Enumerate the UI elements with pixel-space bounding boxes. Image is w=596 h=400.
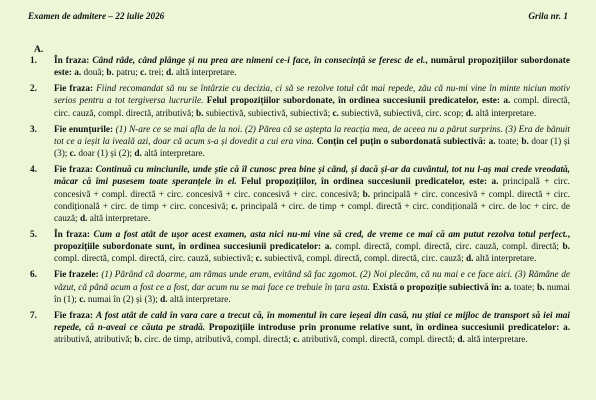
question-text-segment: compl. directă, compl. directă, circ. cauză, compl. directă; [331, 242, 563, 253]
question-text-segment: (1) N-are ce se mai afla de la noi. (2) Părea că se aștepta la reacția mea, de aceea nu a părut surprins. (3) Era de bănuit tot ce a ieșit la iveală azi, doar că acum s-a și dovedit a cui era vina. [54, 124, 570, 147]
question-item [30, 55, 570, 79]
question-text-segment: trei; [146, 68, 167, 79]
question-text-segment: d. [79, 213, 88, 224]
question-number: 5. [30, 229, 37, 240]
question-text-segment: c. [69, 149, 77, 160]
question-item [30, 229, 570, 265]
question-text-segment: d. [465, 254, 474, 265]
section-label: A. [34, 44, 44, 55]
question-text-segment: c. [79, 294, 86, 305]
question-text-segment: Fiind recomandat să nu se întârzie cu decizia, ci să se rezolve totul cât mai repede, zău că nu-mi vine în minte niciun motiv serios pentru a tot tergiversa lucrurile. [54, 84, 570, 107]
question-text-segment: a. [503, 96, 511, 107]
question-text-segment: altă interpretare. [141, 149, 205, 160]
question-text-segment: Felul propozițiilor, în ordinea succesiunii predicatelor, este: [236, 177, 492, 188]
question-text-segment: altă interpretare. [473, 254, 537, 265]
question-item [30, 164, 570, 224]
question-text-segment: Cum a fost atât de ușor acest examen, asta nici nu-mi vine să cred, de vreme ce mai că am putut rezolva totul perfect. [93, 229, 568, 240]
question-text-segment: b. [196, 108, 204, 119]
question-text-segment: d. [160, 294, 168, 305]
question-text-segment: b. [362, 189, 371, 200]
question-text-segment: a. [504, 282, 512, 293]
question-text-segment: compl. directă, circ. cauză, compl. directă, atributivă; [54, 96, 570, 119]
question-item [30, 83, 570, 119]
question-text-segment: toate; [495, 136, 522, 147]
question-text-segment: b. [521, 136, 529, 147]
question-text-segment: doar (1) și (2); [76, 149, 135, 160]
question-text-segment: c. [231, 201, 238, 212]
question-text-segment: subiectivă, compl. directă, compl. directă, circ. cauză; [262, 254, 466, 265]
question-text-segment: A fost atât de cald în vara care a trecut că, în momentul în care ieșeai din casă, nu știai ce mijloc de transport să iei mai repede, că n-aveai ce căuta pe stradă. [54, 310, 570, 333]
question-text-segment: Conțin cel puțin o subordonată subiectivă: [314, 136, 489, 147]
exam-header-grid: Grila nr. 1 [528, 11, 568, 21]
question-item [30, 269, 570, 305]
question-text-segment: a. [491, 177, 499, 188]
question-text-segment: compl. directă, compl. directă, circ. cauză, subiectivă; [54, 254, 256, 265]
question-text-segment: , numărul propozițiilor subordonate este: [54, 56, 570, 79]
question-text-segment: două; [81, 68, 107, 79]
question-text-segment: circ. de timp, atributivă, compl. directă; [141, 335, 294, 346]
question-text-segment: Fie fraza: [54, 84, 97, 95]
question-text-segment: altă interpretare. [173, 68, 237, 79]
exam-header-title: Examen de admitere – 22 iulie 2026 [28, 11, 165, 21]
question-text-segment: numai în (2) și (3); [85, 294, 161, 305]
question-text-segment: Continuă cu minciunile, unde știe că îl cunosc prea bine și când, și dacă și-ar da cuvântul, tot nu l-aș mai crede vreodată, măcar că îmi pusesem toate speranțele în el. [54, 165, 570, 188]
question-text-segment: b. [106, 68, 114, 79]
question-text-segment: altă interpretare. [87, 213, 151, 224]
question-text-segment: c. [293, 335, 300, 346]
question-text-segment: Felul propozițiilor subordonate, în ordinea succesiunii predicatelor, este: [203, 96, 504, 107]
question-text-segment: În fraza: [54, 229, 94, 240]
question-text-segment: subiectivă, subiectivă, circ. scop; [338, 108, 466, 119]
question-text-segment: patru; [113, 68, 141, 79]
question-text-segment: principală + circ. concesivă + compl. directă + circ. condițională + circ. de timp + circ. concesivă; [54, 189, 570, 212]
question-text-segment: principală + circ. de timp + compl. directă + circ. condițională + circ. de loc + circ. de cauză; [54, 201, 571, 224]
question-number: 6. [30, 270, 37, 281]
question-text-segment: atributivă, atributivă; [54, 335, 135, 346]
question-number: 7. [30, 310, 37, 321]
question-text-segment: d. [465, 108, 474, 119]
question-text-segment: a. [324, 242, 332, 253]
question-text-segment: În fraza: [54, 56, 93, 66]
question-text-segment: a. [563, 323, 570, 333]
question-text-segment: Fie fraza: [54, 310, 97, 321]
question-text-segment: altă interpretare. [473, 108, 537, 119]
question-text-segment: Când râde, când plânge și nu prea are nimeni ce-i face, în consecință se feresc de el. [92, 56, 426, 66]
question-text-segment: Fie frazele: [54, 270, 102, 281]
question-text-segment: b. [562, 242, 570, 253]
question-text-segment: c. [332, 108, 339, 119]
question-text-segment: altă interpretare. [464, 335, 528, 346]
question-number: 1. [30, 56, 37, 66]
question-number: 2. [30, 84, 37, 95]
question-text-segment: c. [140, 68, 147, 79]
question-text-segment: Fie enunțurile: [54, 124, 116, 135]
question-item [30, 124, 570, 160]
question-text-segment: Fie fraza: [54, 165, 96, 176]
question-text-segment: atributivă, compl. directă, compl. directă; [299, 335, 458, 346]
question-text-segment: Propozițiile introduse prin pronume relative sunt, în ordinea succesiunii predicatelor: [205, 323, 564, 333]
question-text-segment: Există o propoziție subiectivă în: [370, 282, 505, 293]
question-text-segment: subiectivă, subiectivă, subiectivă; [203, 108, 333, 119]
question-item [30, 310, 570, 346]
question-text-segment: , propozițiile subordonate sunt, în ordinea succesiunii predicatelor: [54, 229, 570, 253]
question-text-segment: d. [457, 335, 465, 346]
question-text-segment: c. [255, 254, 263, 265]
question-text-segment: principală + circ. concesivă + compl. directă + circ. concesivă + circ. concesivă + circ. concesivă; [54, 177, 570, 200]
question-number: 3. [30, 124, 37, 135]
question-text-segment: b. [536, 282, 545, 293]
question-text-segment: b. [134, 335, 142, 346]
question-text-segment: d. [134, 149, 142, 160]
question-text-segment: a. [74, 68, 82, 79]
question-text-segment: d. [166, 68, 174, 79]
question-text-segment: toate; [511, 282, 537, 293]
question-text-segment: doar (1) și (3); [54, 136, 570, 160]
question-text-segment: (1) Părând că doarme, am rămas unde eram, evitând să fac zgomot. (2) Noi plecăm, că nu mai e ce face aici. (3) Rămâne de văzut, că până acum a fost ce a fost, dar acum nu se mai face ce trebuie în țara asta. [54, 270, 570, 293]
question-list [30, 55, 570, 350]
question-number: 4. [30, 165, 37, 176]
question-text-segment: numai în (1); [54, 282, 570, 305]
question-text-segment: a. [488, 136, 496, 147]
question-text-segment: altă interpretare. [167, 294, 231, 305]
